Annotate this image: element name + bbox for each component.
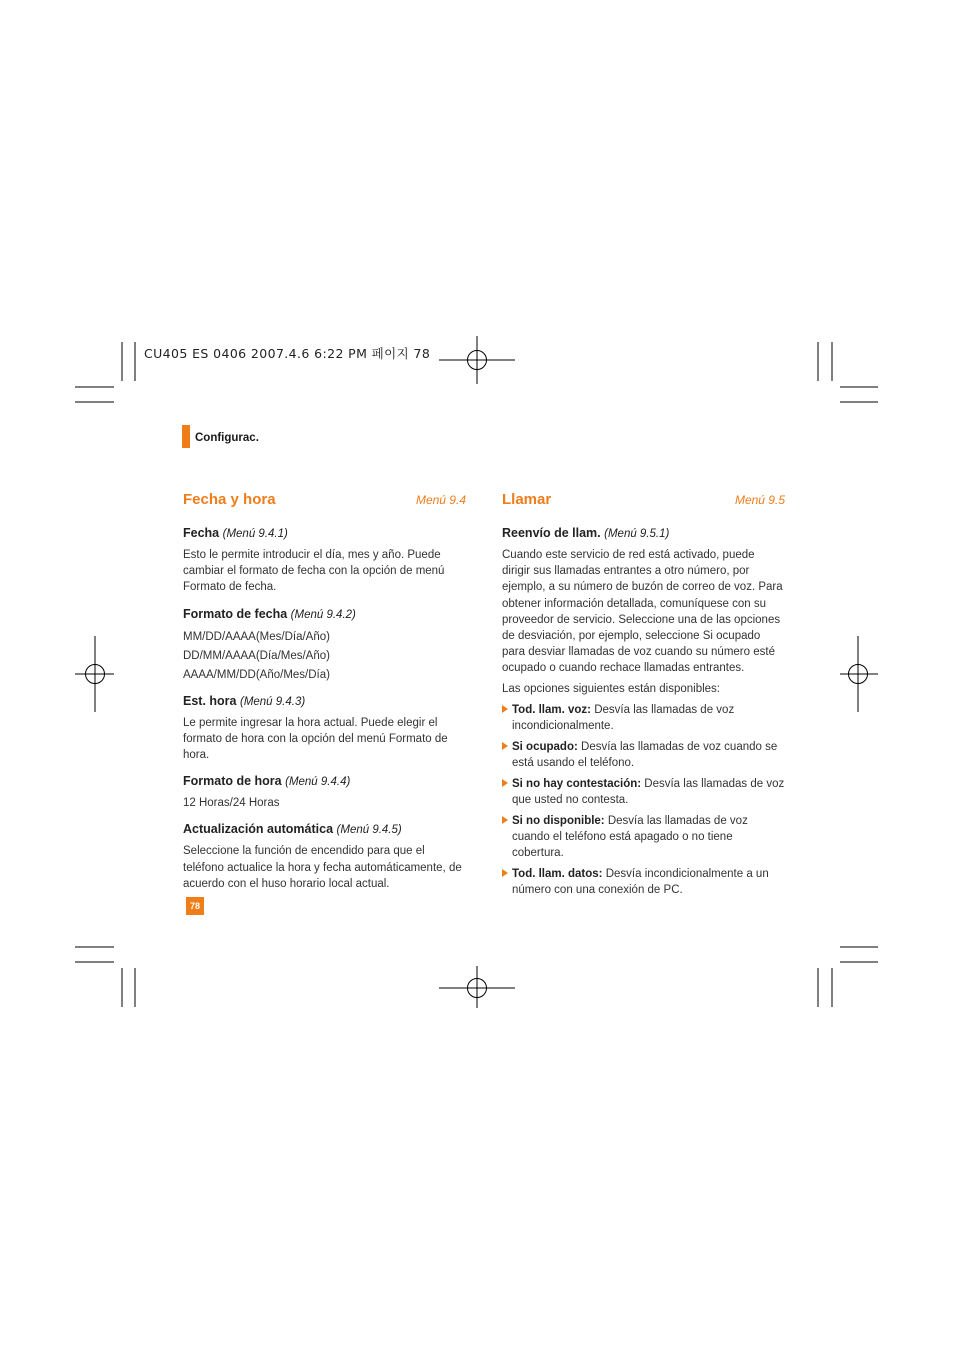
arrow-bullet-icon: [502, 869, 508, 877]
subheading-fecha: [183, 525, 466, 542]
subheading-reenvio: [502, 525, 785, 542]
section-menu-ref: Menú 9.5: [734, 493, 785, 507]
arrow-bullet-icon: [502, 705, 508, 713]
paragraph-est-hora: Le permite ingresar la hora actual. Puede elegir el formato de hora con la opción del menú Formato de hora.: [183, 716, 448, 762]
section-tab-marker: [182, 425, 190, 448]
subheading-title: Reenvío de llam.: [502, 526, 601, 540]
options-intro: Las opciones siguientes están disponibles:: [502, 682, 721, 695]
date-format-option: MM/DD/AAAA(Mes/Día/Año): [183, 630, 330, 643]
subheading-ref: (Menú 9.4.4): [285, 776, 351, 789]
option-label: Si ocupado:: [512, 740, 578, 753]
arrow-bullet-icon: [502, 816, 508, 824]
subheading-formato-fecha: [183, 606, 466, 623]
option-text: Desvía incondicionalmente a un número con una conexión de PC.: [512, 867, 769, 896]
page-number-badge: 78: [186, 897, 204, 915]
subheading-ref: (Menú 9.5.1): [604, 528, 670, 540]
section-title: Llamar: [502, 491, 552, 508]
section-header-fecha-hora: [183, 491, 466, 525]
subheading-ref: (Menú 9.4.5): [336, 824, 402, 837]
paragraph-actualizacion: Seleccione la función de encendido para que el teléfono actualice la hora y fecha automáticamente, de acuerdo con el huso horario local actual.: [183, 845, 462, 890]
option-text: Desvía las llamadas de voz que usted no contesta.: [512, 777, 785, 806]
subheading-ref: (Menú 9.4.2): [290, 608, 356, 621]
date-format-option: AAAA/MM/DD(Año/Mes/Día): [183, 668, 330, 681]
left-column: [183, 491, 466, 892]
forwarding-options-list: [502, 702, 785, 898]
arrow-bullet-icon: [502, 742, 508, 750]
section-menu-ref: Menú 9.4: [415, 493, 466, 507]
option-label: Si no disponible:: [512, 814, 605, 827]
subheading-ref: (Menú 9.4.3): [239, 695, 306, 708]
option-text: Desvía las llamadas de voz cuando el teléfono está apagado o no tiene cobertura.: [512, 814, 748, 859]
subheading-title: Actualización automática: [183, 822, 334, 837]
list-item: [502, 866, 785, 898]
option-label: Tod. llam. voz:: [512, 703, 592, 716]
list-item: [502, 739, 785, 771]
subheading-est-hora: [183, 693, 466, 710]
subheading-title: Formato de hora: [183, 774, 282, 789]
print-slug: CU405 ES 0406 2007.4.6 6:22 PM 페이지 78: [144, 346, 431, 361]
subheading-formato-hora: [183, 773, 466, 790]
date-format-option: DD/MM/AAAA(Día/Mes/Año): [183, 649, 330, 662]
subheading-title: Formato de fecha: [183, 606, 288, 621]
option-text: Desvía las llamadas de voz cuando se está usando el teléfono.: [512, 740, 778, 769]
paragraph-formato-hora: 12 Horas/24 Horas: [183, 797, 280, 810]
option-label: Tod. llam. datos:: [512, 867, 603, 880]
subheading-ref: (Menú 9.4.1): [222, 528, 288, 540]
section-header-llamar: [502, 491, 785, 525]
section-label: Configurac.: [195, 432, 259, 444]
option-label: Si no hay contestación:: [512, 777, 642, 790]
option-text: Desvía las llamadas de voz incondicionalmente.: [512, 703, 735, 733]
list-item: [502, 702, 785, 734]
list-item: [502, 813, 785, 862]
subheading-title: Est. hora: [183, 693, 237, 708]
subheading-actualizacion: [183, 821, 466, 838]
paragraph-fecha: Esto le permite introducir el día, mes y año. Puede cambiar el formato de fecha con la opción de menú Formato de fecha.: [183, 549, 445, 594]
right-column: [502, 491, 785, 903]
list-item: [502, 776, 785, 808]
subheading-title: Fecha: [183, 526, 220, 540]
arrow-bullet-icon: [502, 779, 508, 787]
paragraph-reenvio: Cuando este servicio de red está activado, puede dirigir sus llamadas entrantes a otro número, por ejemplo, a su número de buzón de correo de voz. Para obtener información detallada, comuníquese con su proveedor de servicio. Seleccione una de las opciones de desviación, por ejemplo, seleccione Si ocupado para desviar llamadas de voz cuando su número esté ocupado o cuando rechace llamadas entrantes.: [502, 549, 783, 675]
section-title: Fecha y hora: [183, 491, 276, 508]
